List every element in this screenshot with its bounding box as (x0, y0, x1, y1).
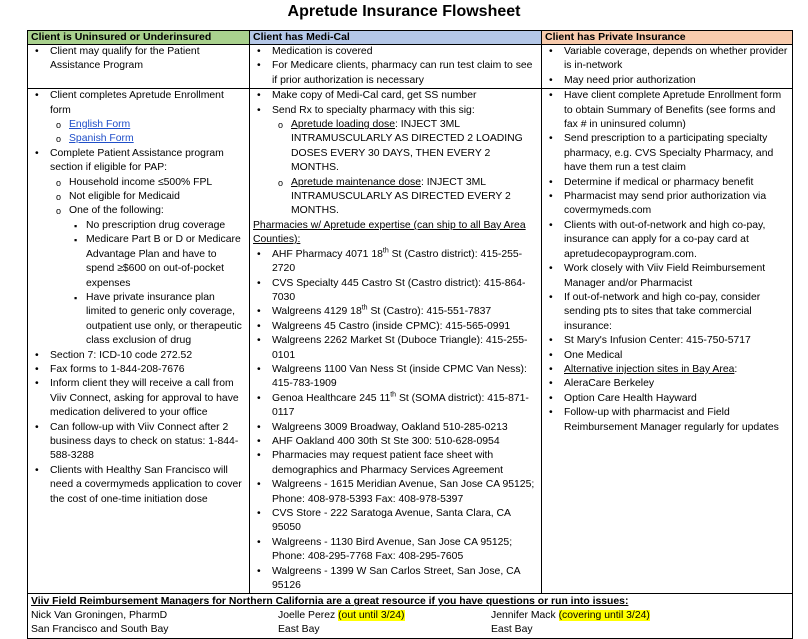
list-item: • Determine if medical or pharmacy benefit (545, 176, 789, 190)
footer-heading: Viiv Field Reimbursement Managers for Northern California are a great resource if you have questions or run into issues: (31, 596, 629, 608)
status-highlight: (covering until 3/24) (558, 610, 650, 622)
maintenance-dose-label: Apretude maintenance dose (291, 176, 421, 188)
list-item: • Walgreens 45 Castro (inside CPMC): 415-565-0991 (253, 320, 538, 334)
maintenance-dose-item: o Apretude maintenance dose: INJECT 3ML INTRAMUSCULARLY AS DIRECTED EVERY 2 MONTHS. (253, 176, 538, 219)
list-item: • One Medical (545, 349, 789, 363)
list-item: • Walgreens 2262 Market St (Duboce Triangle): 415-255-0101 (253, 334, 538, 363)
spanish-form-link[interactable]: o Spanish Form (31, 132, 246, 146)
list-item: • AHF Pharmacy 4071 18th St (Castro district): 415-255-2720 (253, 248, 538, 277)
list-item: • Client completes Apretude Enrollment form (31, 89, 246, 118)
header-uninsured: Client is Uninsured or Underinsured (28, 31, 250, 45)
loading-dose-label: Apretude loading dose (291, 119, 395, 131)
list-item: o Household income ≤500% FPL (31, 176, 246, 190)
header-private: Client has Private Insurance (542, 31, 793, 45)
list-item: • Variable coverage, depends on whether provider is in-network (545, 45, 789, 74)
list-item: • Walgreens 3009 Broadway, Oakland 510-285-0213 (253, 421, 538, 435)
medical-steps-cell (250, 89, 542, 594)
list-item: • Can follow-up with Viiv Connect after 2 business days to check on status: 1-844-588-3288 (31, 421, 246, 464)
list-item: • Walgreens - 1399 W San Carlos Street, San Jose, CA 95126 (253, 565, 538, 594)
list-item: • Pharmacies may request patient face sheet with demographics and Pharmacy Services Agreement (253, 449, 538, 478)
loading-dose-item: o Apretude loading dose: INJECT 3ML INTRAMUSCULARLY AS DIRECTED 2 LOADING DOSES EVERY 30 DAYS, THEN EVERY 2 MONTHS. (253, 118, 538, 176)
list-item: • Walgreens 1100 Van Ness St (inside CPMC Van Ness): 415-783-1909 (253, 363, 538, 392)
list-item: • Work closely with Viiv Field Reimbursement Manager and/or Pharmacist (545, 262, 789, 291)
list-item: • May need prior authorization (545, 74, 789, 88)
list-item: ▪ No prescription drug coverage (31, 219, 246, 233)
list-item: • AleraCare Berkeley (545, 377, 789, 391)
list-item: • Make copy of Medi-Cal card, get SS number (253, 89, 538, 103)
page-title: Apretude Insurance Flowsheet (287, 3, 521, 20)
list-item: • For Medicare clients, pharmacy can run test claim to see if prior authorization is necessary (253, 59, 538, 88)
list-item: • AHF Oakland 400 30th St Ste 300: 510-628-0954 (253, 435, 538, 449)
uninsured-summary-cell (28, 45, 250, 89)
list-item: • Alternative injection sites in Bay Area: (545, 363, 789, 377)
contact-jennifer: Jennifer Mack (covering until 3/24) East Bay (491, 610, 650, 636)
list-item: • Option Care Health Hayward (545, 392, 789, 406)
list-item: • Pharmacist may send prior authorization via covermymeds.com (545, 190, 789, 219)
list-item: • Clients with out-of-network and high co-pay, insurance can apply for a co-pay card at apretudecopayprogram.com. (545, 219, 789, 262)
list-item: • Fax forms to 1-844-208-7676 (31, 363, 246, 377)
list-item: • Client may qualify for the Patient Assistance Program (31, 45, 246, 74)
list-item: ▪ Medicare Part B or D or Medicare Advantage Plan and have to spend ≥$600 on out-of-pocket expenses (31, 233, 246, 291)
contact-joelle: Joelle Perez (out until 3/24) East Bay (278, 610, 405, 636)
status-highlight: (out until 3/24) (338, 610, 405, 622)
list-item: • St Mary's Infusion Center: 415-750-5717 (545, 334, 789, 348)
list-item: • Section 7: ICD-10 code 272.52 (31, 349, 246, 363)
pharmacies-heading: Pharmacies w/ Apretude expertise (can ship to all Bay Area Counties): (253, 219, 526, 246)
english-form-link[interactable]: o English Form (31, 118, 246, 132)
list-item: • Genoa Healthcare 245 11th St (SOMA district): 415-871-0117 (253, 392, 538, 421)
list-item: o Not eligible for Medicaid (31, 190, 246, 204)
list-item: • Clients with Healthy San Francisco will need a covermymeds application to cover the cost of one-time initiation dose (31, 464, 246, 507)
flowsheet-table (27, 30, 793, 639)
list-item: • Send prescription to a participating specialty pharmacy, e.g. CVS Specialty Pharmacy, and have them run a test claim (545, 132, 789, 175)
list-item: ▪ Have private insurance plan limited to generic only coverage, outpatient use only, or therapeutic class exclusion of drug (31, 291, 246, 349)
alt-sites-label: Alternative injection sites in Bay Area (564, 363, 735, 375)
list-item: • Walgreens - 1130 Bird Avenue, San Jose CA 95125; Phone: 408-295-7768 Fax: 408-295-7605 (253, 536, 538, 565)
list-item: • Medication is covered (253, 45, 538, 59)
list-item: • CVS Store - 222 Saratoga Avenue, Santa Clara, CA 95050 (253, 507, 538, 536)
list-item: • Send Rx to specialty pharmacy with this sig: (253, 104, 538, 118)
list-item: • Inform client they will receive a call from Viiv Connect, asking for approval to have medication delivered to your office (31, 377, 246, 420)
footer-cell (28, 594, 793, 639)
list-item: • Walgreens - 1615 Meridian Avenue, San Jose CA 95125; Phone: 408-978-5393 Fax: 408-978-5397 (253, 478, 538, 507)
list-item: • If out-of-network and high co-pay, consider sending pts to sites that take commercial insurance: (545, 291, 789, 334)
header-medical: Client has Medi-Cal (250, 31, 542, 45)
private-steps-cell (542, 89, 793, 594)
list-item: o One of the following: (31, 204, 246, 218)
contact-nick: Nick Van Groningen, PharmD San Francisco and South Bay (31, 610, 169, 636)
medical-summary-cell (250, 45, 542, 89)
list-item: • Follow-up with pharmacist and Field Reimbursement Manager regularly for updates (545, 406, 789, 435)
list-item: • Walgreens 4129 18th St (Castro): 415-551-7837 (253, 305, 538, 319)
list-item: • Complete Patient Assistance program section if eligible for PAP: (31, 147, 246, 176)
private-summary-cell (542, 45, 793, 89)
uninsured-steps-cell (28, 89, 250, 594)
list-item: • CVS Specialty 445 Castro St (Castro district): 415-864-7030 (253, 277, 538, 306)
list-item: • Have client complete Apretude Enrollment form to obtain Summary of Benefits (see forms and fax # in uninsured column) (545, 89, 789, 132)
